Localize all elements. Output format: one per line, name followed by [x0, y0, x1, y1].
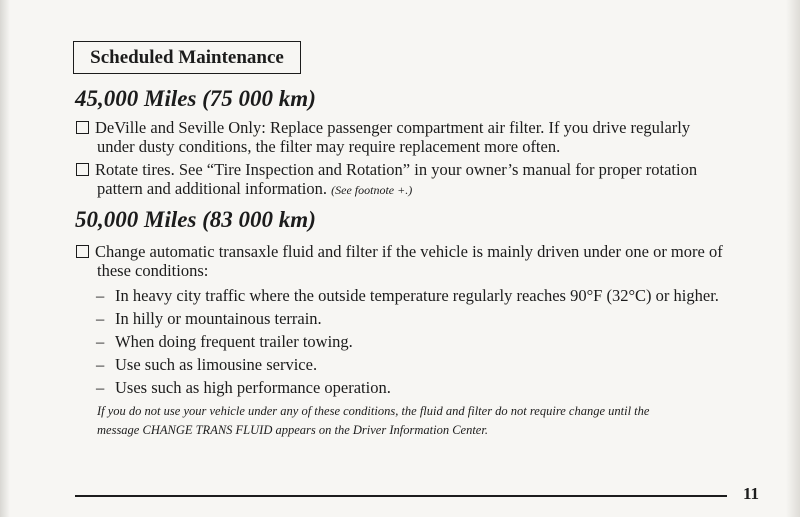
interval-heading-45000: 45,000 Miles (75 000 km): [75, 86, 316, 111]
condition-item: [96, 286, 719, 305]
item-text-line2: these conditions:: [97, 261, 209, 280]
interval-heading-50000: 50,000 Miles (83 000 km): [75, 207, 316, 232]
condition-text: Uses such as high performance operation.: [115, 378, 391, 397]
condition-item: [96, 355, 317, 374]
section-title: [73, 41, 301, 74]
checkbox-icon: [76, 163, 89, 176]
note-line1: If you do not use your vehicle under any of these conditions, the fluid and filter do not require change until the: [97, 404, 650, 418]
checklist-item-transaxle-fluid: [76, 242, 766, 280]
item-text-line1: DeVille and Seville Only: Replace passenger compartment air filter. If you drive regularly: [95, 118, 691, 137]
item-text-line2: pattern and additional information.: [97, 179, 328, 198]
checklist-item-rotate-tires: [76, 160, 766, 200]
checkbox-icon: [76, 121, 89, 134]
dash-bullet: –: [96, 309, 105, 328]
dash-bullet: –: [96, 286, 105, 305]
item-text-line2: under dusty conditions, the filter may require replacement more often.: [97, 137, 561, 156]
page-left-edge: [0, 0, 10, 517]
conditions-note: [97, 402, 757, 440]
checkbox-icon: [76, 245, 89, 258]
condition-text: When doing frequent trailer towing.: [115, 332, 353, 351]
footer-rule: [75, 495, 727, 497]
checklist-item-air-filter: [76, 118, 766, 156]
note-line2: message CHANGE TRANS FLUID appears on the Driver Information Center.: [97, 423, 488, 437]
footnote-reference: (See footnote +.): [331, 183, 413, 197]
section-title-text: Scheduled Maintenance: [90, 46, 284, 68]
condition-text: Use such as limousine service.: [115, 355, 318, 374]
condition-item: [96, 332, 353, 351]
dash-bullet: –: [96, 355, 105, 374]
condition-text: In hilly or mountainous terrain.: [115, 309, 322, 328]
dash-bullet: –: [96, 378, 105, 397]
item-text-line1: Rotate tires. See “Tire Inspection and Rotation” in your owner’s manual for proper rotation: [95, 160, 698, 179]
page-right-edge: [786, 0, 800, 517]
condition-item: [96, 378, 391, 397]
item-text-line1: Change automatic transaxle fluid and filter if the vehicle is mainly driven under one or more of: [95, 242, 723, 261]
condition-item: [96, 309, 322, 328]
page-number: 11: [743, 484, 760, 503]
condition-text: In heavy city traffic where the outside temperature regularly reaches 90°F (32°C) or higher.: [115, 286, 719, 305]
dash-bullet: –: [96, 332, 105, 351]
